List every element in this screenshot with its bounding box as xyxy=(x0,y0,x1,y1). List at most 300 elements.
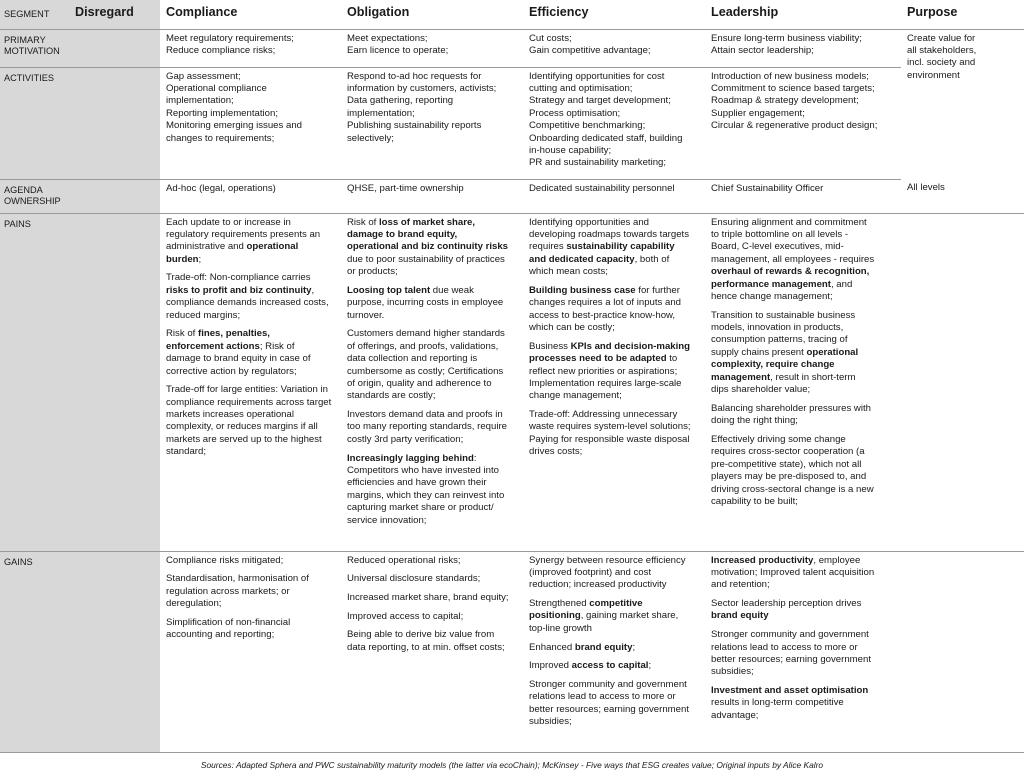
emphasis-text: brand equity xyxy=(711,610,769,622)
cell-line xyxy=(166,285,335,297)
cell-line: implementation; xyxy=(347,107,415,119)
cell-obligation-pains xyxy=(341,213,523,551)
body-text: which can be costly; xyxy=(529,322,615,334)
cell-efficiency-activities xyxy=(523,67,705,179)
cell-line xyxy=(529,623,699,635)
body-text: , gaining market share, xyxy=(580,610,679,622)
cell-line xyxy=(711,415,895,427)
cell-line xyxy=(347,629,517,641)
cell-efficiency-gains xyxy=(523,551,705,752)
cell-line: all stakeholders, xyxy=(907,44,977,56)
cell-line: implementation; xyxy=(166,95,234,107)
body-text: motivation; Improved talent acquisition xyxy=(711,566,875,578)
cell-line xyxy=(166,573,335,585)
body-text: Each update to or increase in xyxy=(166,216,291,228)
body-text: Stronger community and government xyxy=(529,678,687,690)
cell-line xyxy=(166,409,335,421)
cell-line: Ensure long-term business viability; xyxy=(711,32,862,44)
body-text: better resources; earning government xyxy=(529,703,689,715)
body-text: Synergy between resource efficiency xyxy=(529,554,686,566)
body-text: requires cross-sector cooperation (a xyxy=(711,446,865,458)
body-text: results in long-term competitive xyxy=(711,697,844,709)
cell-line xyxy=(347,592,517,604)
cell-line xyxy=(711,229,895,241)
emphasis-text: processes need to be adapted xyxy=(529,353,667,365)
body-text: administrative and xyxy=(166,241,247,253)
body-text: models, innovation in products, xyxy=(711,322,844,334)
cell-line xyxy=(166,310,335,322)
header-leadership: Leadership xyxy=(705,0,901,29)
body-text: change management; xyxy=(529,390,622,402)
cell-line xyxy=(711,555,895,567)
cell-line xyxy=(347,254,517,266)
body-text: or products; xyxy=(347,266,398,278)
cell-line xyxy=(166,341,335,353)
cell-purpose-pains xyxy=(901,213,1024,551)
cell-line: OWNERSHIP xyxy=(4,196,61,206)
cell-line xyxy=(166,446,335,458)
cell-compliance-gains xyxy=(160,551,341,752)
cell-line: Onboarding dedicated staff, building xyxy=(529,132,683,144)
cell-line xyxy=(347,390,517,402)
body-text: Customers demand higher standards xyxy=(347,328,505,340)
cell-line: information by customers, activists; xyxy=(347,82,497,94)
body-text: data collection and reporting is xyxy=(347,353,478,365)
body-text: data reporting, to at min. offset costs; xyxy=(347,641,505,653)
cell-line: Respond to-ad hoc requests for xyxy=(347,70,482,82)
cell-line xyxy=(711,697,895,709)
emphasis-text: operational xyxy=(246,241,299,253)
body-text: for further xyxy=(635,284,680,296)
cell-paragraph xyxy=(529,217,699,279)
cell-line: Circular & regenerative product design; xyxy=(711,120,878,132)
cell-line xyxy=(529,421,699,433)
body-text: Risk of xyxy=(166,328,198,340)
body-text: doing the right thing; xyxy=(711,415,798,427)
cell-line xyxy=(711,459,895,471)
cell-paragraph xyxy=(711,598,895,623)
body-text: access to best-practice know-how, xyxy=(529,309,676,321)
cell-disregard xyxy=(69,179,160,213)
cell-line: ACTIVITIES xyxy=(4,72,55,83)
cell-line xyxy=(529,341,699,353)
body-text: Standardisation, harmonisation of xyxy=(166,573,309,585)
body-text: advantage; xyxy=(711,709,759,721)
cell-line: Create value for xyxy=(907,32,976,44)
cell-line: GAINS xyxy=(4,556,33,567)
header-segment: SEGMENT xyxy=(0,0,69,29)
body-text: Ensuring alignment and commitment xyxy=(711,216,867,228)
body-text: of offerings, and proofs, validations, xyxy=(347,340,499,352)
body-text: : xyxy=(473,452,477,464)
body-text: requires xyxy=(529,241,567,253)
cell-efficiency-ownership: Dedicated sustainability personnel xyxy=(523,179,705,213)
cell-line: Cut costs; xyxy=(529,32,572,44)
cell-line xyxy=(347,266,517,278)
cell-paragraph xyxy=(166,384,335,458)
cell-line xyxy=(166,397,335,409)
cell-line xyxy=(711,471,895,483)
body-text: standards are costly; xyxy=(347,390,436,402)
cell-line xyxy=(711,610,895,622)
emphasis-text: KPIs and decision-making xyxy=(570,340,691,352)
cell-line: in-house capability; xyxy=(529,144,612,156)
cell-paragraph xyxy=(347,592,517,604)
cell-paragraph xyxy=(347,409,517,446)
body-text: subsidies; xyxy=(529,716,572,728)
cell-paragraph xyxy=(347,555,517,567)
cell-paragraph xyxy=(166,272,335,322)
emphasis-text: enforcement actions xyxy=(166,340,260,352)
body-text: reflect new priorities or aspirations; xyxy=(529,365,678,377)
header-compliance: Compliance xyxy=(160,0,341,29)
cell-paragraph xyxy=(347,611,517,623)
cell-line: PRIMARY xyxy=(4,34,46,45)
header-row xyxy=(0,0,1024,29)
cell-obligation-gains xyxy=(341,551,523,752)
cell-line xyxy=(166,272,335,284)
cell-line xyxy=(166,586,335,598)
cell-paragraph xyxy=(529,409,699,459)
emphasis-text: competitive xyxy=(589,598,643,610)
emphasis-text: Increased productivity xyxy=(711,554,814,566)
body-text: Universal disclosure standards; xyxy=(347,573,481,585)
cell-line xyxy=(347,573,517,585)
body-text: developing roadmaps towards targets xyxy=(529,228,689,240)
body-text: Risk of xyxy=(347,216,379,228)
cell-paragraph xyxy=(347,285,517,322)
cell-line xyxy=(711,629,895,641)
body-text: too many reporting standards, require xyxy=(347,421,507,433)
cell-line: Competitive benchmarking; xyxy=(529,120,646,132)
cell-line xyxy=(711,654,895,666)
cell-line xyxy=(711,384,895,396)
cell-obligation-motivation xyxy=(341,29,523,67)
cell-line xyxy=(711,372,895,384)
body-text: Reduced operational risks; xyxy=(347,554,461,566)
cell-line xyxy=(166,617,335,629)
cell-line xyxy=(347,490,517,502)
body-text: ; xyxy=(632,641,636,653)
body-text: Improved access to capital; xyxy=(347,610,464,622)
label-pains xyxy=(0,213,69,551)
cell-line xyxy=(347,453,517,465)
cell-paragraph xyxy=(711,217,895,304)
emphasis-text: complexity, require change xyxy=(711,359,835,371)
cell-purpose-ownership: All levels xyxy=(901,179,1024,213)
cell-line xyxy=(711,642,895,654)
cell-leadership-motivation xyxy=(705,29,901,67)
cell-line xyxy=(529,446,699,458)
cell-line: Gain competitive advantage; xyxy=(529,44,651,56)
cell-line: Process optimisation; xyxy=(529,107,621,119)
body-text: margins, which they can reinvest into xyxy=(347,489,505,501)
body-text: Trade-off: Non-compliance carries xyxy=(166,272,311,284)
cell-line xyxy=(529,266,699,278)
cell-line xyxy=(166,217,335,229)
body-text: hence change management; xyxy=(711,290,833,302)
cell-line xyxy=(529,567,699,579)
cell-line: Supplier engagement; xyxy=(711,107,805,119)
body-text: management, all employees - requires xyxy=(711,253,875,265)
cell-line xyxy=(347,229,517,241)
cell-line: PAINS xyxy=(4,218,31,229)
cell-line: AGENDA xyxy=(4,184,43,195)
cell-line xyxy=(166,328,335,340)
emphasis-text: risks to profit and biz continuity xyxy=(166,284,312,296)
cell-line xyxy=(711,241,895,253)
body-text: purpose, incurring costs in employee xyxy=(347,297,504,309)
cell-line xyxy=(711,598,895,610)
cell-line: Operational compliance xyxy=(166,82,267,94)
cell-line: Earn licence to operate; xyxy=(347,44,449,56)
cell-line xyxy=(711,484,895,496)
emphasis-text: access to capital xyxy=(571,660,649,672)
cell-line: Attain sector leadership; xyxy=(711,44,814,56)
body-text: Implementation requires large-scale xyxy=(529,377,682,389)
cell-line xyxy=(347,297,517,309)
cell-line xyxy=(711,685,895,697)
cell-line xyxy=(529,555,699,567)
body-text: Business xyxy=(529,340,571,352)
cell-paragraph xyxy=(711,629,895,679)
cell-line xyxy=(529,660,699,672)
body-text: top-line growth xyxy=(529,622,592,634)
cell-line: Meet regulatory requirements; xyxy=(166,32,294,44)
cell-line: selectively; xyxy=(347,132,394,144)
emphasis-text: Building business case xyxy=(529,284,636,296)
cell-line xyxy=(347,515,517,527)
cell-line xyxy=(711,254,895,266)
cell-line xyxy=(529,704,699,716)
label-agenda-ownership xyxy=(0,179,69,213)
cell-line xyxy=(711,334,895,346)
cell-efficiency-pains xyxy=(523,213,705,551)
body-text: , both of xyxy=(634,253,670,265)
body-text: complexity, or reduces margins if all xyxy=(166,421,318,433)
cell-line xyxy=(529,579,699,591)
row-primary-motivation xyxy=(0,29,1024,67)
cell-line xyxy=(347,477,517,489)
cell-line xyxy=(529,390,699,402)
body-text: Balancing shareholder pressures with xyxy=(711,402,871,414)
body-text: ; xyxy=(648,660,652,672)
body-text: waste requires system-level solutions; xyxy=(529,421,691,433)
body-text: Competitors who have invested into xyxy=(347,465,499,476)
cell-line: environment xyxy=(907,69,960,81)
cell-line xyxy=(529,217,699,229)
emphasis-text: fines, penalties, xyxy=(198,328,270,340)
cell-line xyxy=(711,291,895,303)
body-text: dips shareholder value; xyxy=(711,384,811,396)
cell-paragraph xyxy=(529,555,699,592)
cell-paragraph xyxy=(347,328,517,402)
body-text: , result in short-term xyxy=(770,371,856,383)
emphasis-text: and dedicated capacity xyxy=(529,253,635,265)
cell-line xyxy=(529,642,699,654)
cell-line xyxy=(347,555,517,567)
cell-paragraph xyxy=(166,573,335,610)
cell-line xyxy=(166,598,335,610)
cell-line: Monitoring emerging issues and xyxy=(166,120,302,132)
body-text: Transition to sustainable business xyxy=(711,309,856,321)
cell-line xyxy=(166,297,335,309)
body-text: Being able to derive biz value from xyxy=(347,629,495,641)
cell-compliance-pains xyxy=(160,213,341,551)
cell-line: Strategy and target development; xyxy=(529,95,671,107)
body-text: which mean costs; xyxy=(529,266,608,278)
body-text: Enhanced xyxy=(529,641,575,653)
body-text: due to poor sustainability of practices xyxy=(347,253,505,265)
cell-line: incl. society and xyxy=(907,57,976,69)
cell-disregard xyxy=(69,29,160,67)
cell-line xyxy=(529,610,699,622)
body-text: Increased market share, brand equity; xyxy=(347,591,509,603)
cell-obligation-ownership: QHSE, part-time ownership xyxy=(341,179,523,213)
cell-line xyxy=(347,502,517,514)
body-text: markets increases operational xyxy=(166,409,294,421)
body-text: changes requires a lot of inputs and xyxy=(529,297,682,309)
cell-leadership-activities xyxy=(705,67,901,179)
emphasis-text: Loosing top talent xyxy=(347,284,431,296)
cell-line xyxy=(347,434,517,446)
cell-line xyxy=(529,254,699,266)
cell-paragraph xyxy=(529,341,699,403)
cell-compliance-motivation xyxy=(160,29,341,67)
cell-line xyxy=(711,217,895,229)
emphasis-text: overhaul of rewards & recognition, xyxy=(711,266,870,278)
cell-line xyxy=(166,241,335,253)
cell-compliance-ownership: Ad-hoc (legal, operations) xyxy=(160,179,341,213)
cell-line xyxy=(166,229,335,241)
body-text: reduction; increased productivity xyxy=(529,579,667,591)
cell-line xyxy=(347,465,517,477)
body-text: Improved xyxy=(529,660,572,672)
body-text: to triple bottomline on all levels - xyxy=(711,228,849,240)
cell-line: Data gathering, reporting xyxy=(347,95,454,107)
cell-paragraph xyxy=(166,217,335,267)
label-gains xyxy=(0,551,69,752)
body-text: and retention; xyxy=(711,579,770,591)
cell-paragraph xyxy=(711,555,895,592)
cell-line: Identifying opportunities for cost xyxy=(529,70,665,82)
cell-leadership-pains xyxy=(705,213,901,551)
cell-line: Roadmap & strategy development; xyxy=(711,95,859,107)
cell-line xyxy=(166,421,335,433)
body-text: compliance demands increased costs, xyxy=(166,297,329,309)
cell-line xyxy=(529,229,699,241)
row-agenda-ownership xyxy=(0,179,1024,213)
emphasis-text: operational and biz continuity risks xyxy=(347,241,508,253)
body-text: markets are served up to the highest xyxy=(166,433,322,445)
emphasis-text: sustainability capability xyxy=(566,241,675,253)
header-efficiency: Efficiency xyxy=(523,0,705,29)
body-text: Paying for responsible waste disposal xyxy=(529,433,690,445)
cell-line xyxy=(529,310,699,322)
emphasis-text: burden xyxy=(166,253,199,265)
body-text: , xyxy=(311,284,315,296)
cell-paragraph xyxy=(347,217,517,279)
emphasis-text: damage to brand equity, xyxy=(347,228,458,240)
cell-line xyxy=(711,446,895,458)
body-text: Board, C-level executives, mid- xyxy=(711,241,844,253)
cell-line: Introduction of new business models; xyxy=(711,70,869,82)
cell-line xyxy=(711,403,895,415)
cell-line xyxy=(711,666,895,678)
body-text: due weak xyxy=(430,284,474,296)
cell-line xyxy=(347,310,517,322)
cell-line xyxy=(529,353,699,365)
body-text: consumption patterns, tracing of xyxy=(711,334,848,346)
cell-line xyxy=(711,322,895,334)
row-activities xyxy=(0,67,1024,179)
body-text: to xyxy=(666,353,678,365)
cell-line: cutting and optimisation; xyxy=(529,82,633,94)
cell-line: Commitment to science based targets; xyxy=(711,82,875,94)
body-text: capability to be built; xyxy=(711,495,798,507)
body-text: regulatory requirements presents an xyxy=(166,228,321,240)
cell-disregard xyxy=(69,551,160,752)
cell-paragraph xyxy=(711,434,895,508)
body-text: Identifying opportunities and xyxy=(529,216,650,228)
header-obligation: Obligation xyxy=(341,0,523,29)
body-text: deregulation; xyxy=(166,598,222,610)
cell-line: Publishing sustainability reports xyxy=(347,120,482,132)
body-text: accounting and reporting; xyxy=(166,629,275,641)
body-text: costly 3rd party verification; xyxy=(347,433,464,445)
body-text: Trade-off for large entities: Variation in xyxy=(166,384,328,396)
cell-obligation-activities xyxy=(341,67,523,179)
cell-line xyxy=(529,691,699,703)
cell-line xyxy=(711,279,895,291)
emphasis-text: performance management xyxy=(711,278,831,290)
cell-disregard xyxy=(69,67,160,179)
cell-line xyxy=(529,378,699,390)
cell-line: MOTIVATION xyxy=(4,46,60,56)
cell-paragraph xyxy=(166,328,335,378)
body-text: relations lead to access to more or xyxy=(529,691,676,703)
cell-paragraph xyxy=(166,617,335,642)
cell-paragraph xyxy=(529,598,699,635)
body-text: drives costs; xyxy=(529,446,583,458)
body-text: Investors demand data and proofs in xyxy=(347,409,503,421)
cell-line: Reduce compliance risks; xyxy=(166,44,276,56)
cell-disregard xyxy=(69,213,160,551)
cell-paragraph xyxy=(711,403,895,428)
cell-line xyxy=(529,285,699,297)
cell-paragraph xyxy=(529,285,699,335)
cell-leadership-gains xyxy=(705,551,901,752)
cell-line xyxy=(529,716,699,728)
body-text: damage to brand equity in case of xyxy=(166,353,311,365)
cell-line xyxy=(166,434,335,446)
cell-line xyxy=(529,434,699,446)
body-text: , and xyxy=(830,278,853,290)
body-text: Compliance risks mitigated; xyxy=(166,554,284,566)
cell-line xyxy=(347,328,517,340)
body-text: subsidies; xyxy=(711,666,754,678)
emphasis-text: Increasingly lagging behind xyxy=(347,452,474,464)
cell-paragraph xyxy=(347,573,517,585)
cell-line xyxy=(347,217,517,229)
cell-paragraph xyxy=(166,555,335,567)
cell-line xyxy=(347,642,517,654)
cell-line xyxy=(529,241,699,253)
cell-line: Reporting implementation; xyxy=(166,107,278,119)
cell-line xyxy=(347,353,517,365)
body-text: better resources; earning government xyxy=(711,653,871,665)
cell-purpose-gains xyxy=(901,551,1024,752)
